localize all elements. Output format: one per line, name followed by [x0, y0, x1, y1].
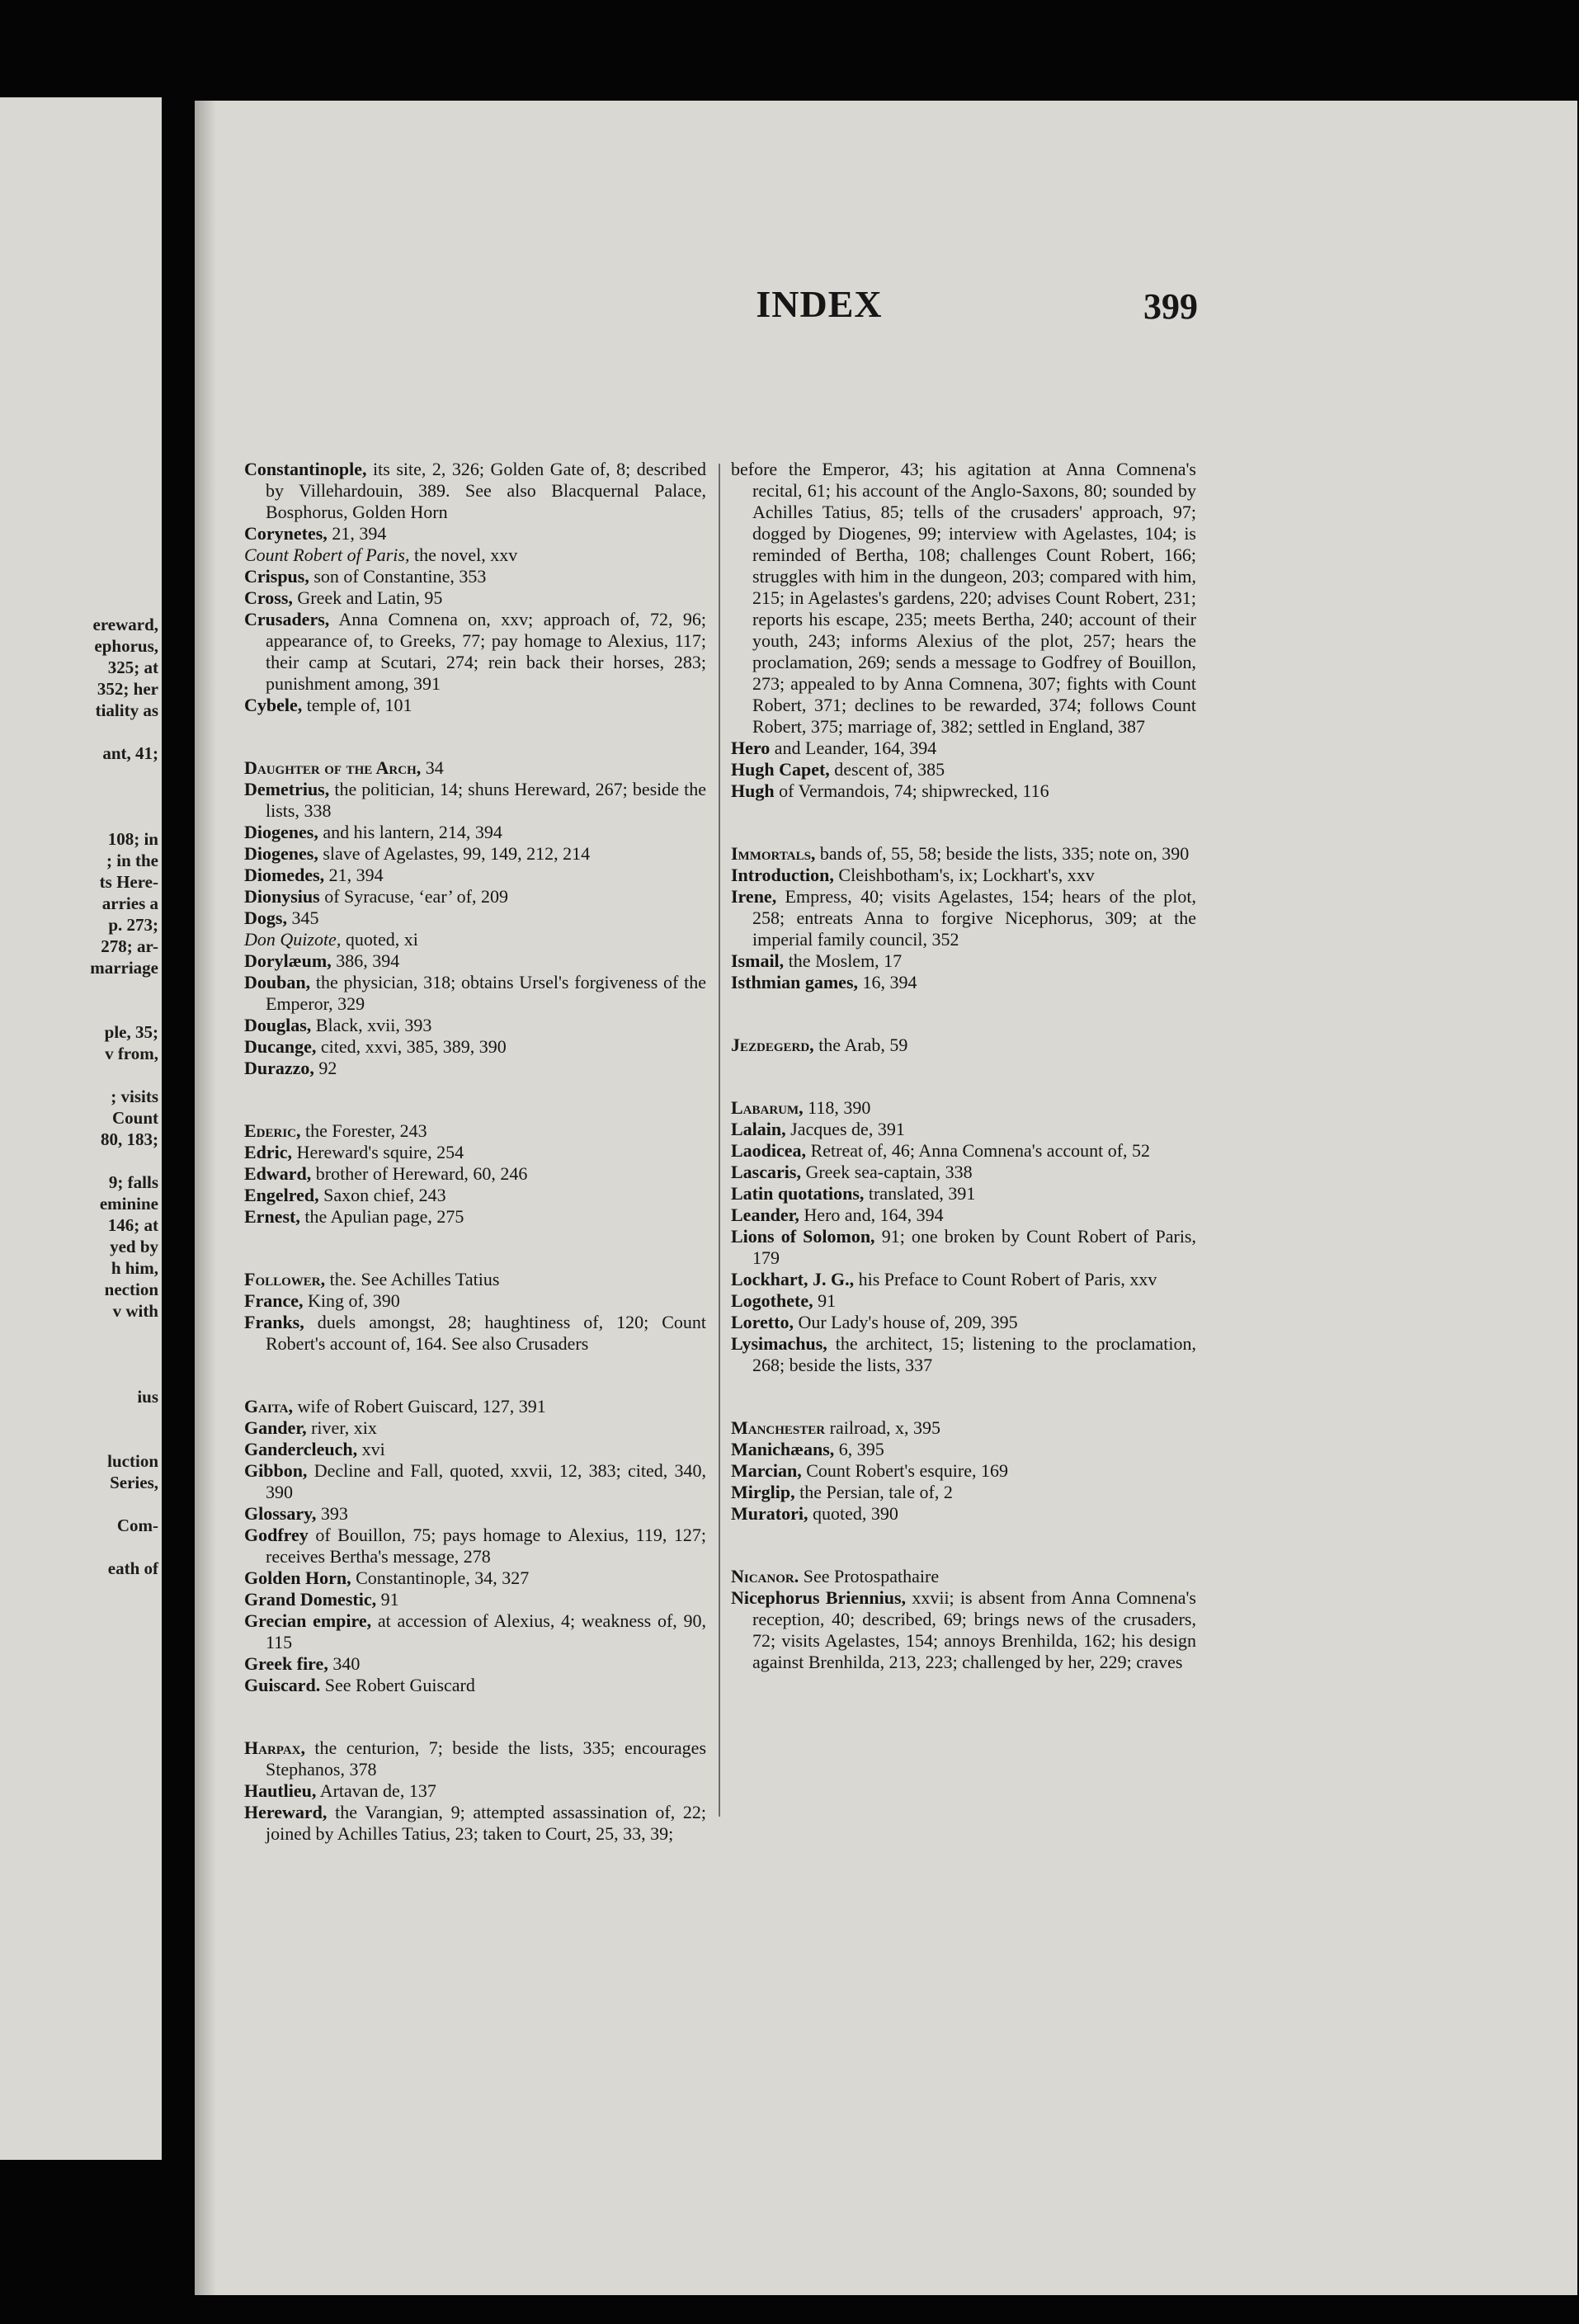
index-entry-heading: Logothete,: [731, 1290, 813, 1311]
previous-page-fragment: 80, 183;: [101, 1129, 158, 1149]
index-entry-heading: Durazzo,: [244, 1058, 314, 1078]
index-entry: [244, 1058, 706, 1079]
index-entry-heading: Gaita,: [244, 1396, 294, 1417]
index-entry-text: 21, 394: [328, 865, 384, 885]
previous-page-fragment: ephorus,: [94, 636, 158, 656]
index-entry-text: 16, 394: [862, 972, 917, 992]
index-entry-heading: Jezdegerd,: [731, 1035, 814, 1055]
previous-page-fragment: tiality as: [95, 700, 158, 720]
index-entry-heading: Ismail,: [731, 950, 785, 971]
index-entry-heading: Gander,: [244, 1417, 307, 1438]
index-entry: [244, 695, 706, 716]
index-entry-heading: Manichæans,: [731, 1439, 835, 1459]
index-entry: [244, 1610, 706, 1653]
index-entry-text: translated, 391: [868, 1183, 976, 1204]
index-entry-text: Jacques de, 391: [790, 1119, 905, 1139]
index-entry-text: the. See Achilles Tatius: [329, 1269, 500, 1289]
index-entry-text: Hero and, 164, 394: [804, 1204, 944, 1225]
index-entry: [244, 1269, 706, 1290]
index-entry-text: Constantinople, 34, 327: [356, 1567, 530, 1588]
index-entry-text: 386, 394: [336, 950, 400, 971]
index-entry-text: at accession of Alexius, 4; weakness of, 90, 115: [266, 1610, 706, 1652]
index-entry: [244, 1653, 706, 1675]
index-entry-heading: Count Robert of Paris,: [244, 544, 410, 565]
index-entry-heading: Diogenes,: [244, 822, 318, 842]
index-entry-text: 91: [380, 1589, 399, 1610]
index-entry-text: Saxon chief, 243: [323, 1185, 446, 1205]
index-entry: [731, 1503, 1196, 1525]
index-entry-text: quoted, xi: [345, 929, 418, 950]
index-entry: [731, 1290, 1196, 1312]
index-entry: [244, 1780, 706, 1802]
previous-page-fragment: ius: [137, 1387, 158, 1407]
index-column-left: [244, 459, 706, 1845]
index-entry: [731, 1566, 1196, 1587]
index-entry-heading: Hautlieu,: [244, 1780, 317, 1801]
index-entry-heading: Demetrius,: [244, 779, 330, 799]
previous-page-fragment: 352; her: [97, 679, 158, 699]
index-entry-text: quoted, 390: [812, 1503, 898, 1524]
index-entry: [244, 523, 706, 544]
index-entry-text: xvi: [361, 1439, 385, 1459]
index-entry: [731, 865, 1196, 886]
previous-page-fragment: p. 273;: [108, 915, 158, 935]
index-entry-text: his Preface to Count Robert of Paris, xxv: [858, 1269, 1157, 1289]
index-entry: [244, 929, 706, 950]
index-entry-heading: Cross,: [244, 587, 293, 608]
index-entry: [244, 1675, 706, 1696]
index-entry: [244, 1312, 706, 1355]
previous-page-fragment: v with: [112, 1301, 158, 1321]
index-entry: [244, 865, 706, 886]
index-entry-text: Cleishbotham's, ix; Lockhart's, xxv: [838, 865, 1095, 885]
previous-page-fragment: 108; in: [107, 829, 158, 849]
index-entry-heading: Nicanor.: [731, 1566, 799, 1586]
index-entry-heading: Edward,: [244, 1163, 312, 1184]
index-entry: [244, 1142, 706, 1163]
previous-page-fragment: yed by: [110, 1237, 158, 1256]
index-entry-heading: Golden Horn,: [244, 1567, 351, 1588]
index-entry: [731, 1035, 1196, 1056]
index-entry-text: the centurion, 7; beside the lists, 335; encourages Stephanos, 378: [266, 1737, 707, 1780]
index-entry-heading: Hugh: [731, 780, 775, 801]
index-entry-text: cited, xxvi, 385, 389, 390: [320, 1036, 507, 1057]
index-entry-text: temple of, 101: [306, 695, 412, 715]
index-entry: [244, 1417, 706, 1439]
index-entry-text: of Bouillon, 75; pays homage to Alexius, 119, 127; receives Bertha's message, 278: [266, 1525, 706, 1567]
index-entry-text: the Forester, 243: [305, 1120, 427, 1141]
page-number: 399: [1143, 286, 1198, 327]
index-entry-heading: Nicephorus Briennius,: [731, 1587, 907, 1608]
index-entry: [244, 1460, 706, 1503]
index-entry-text: the Varangian, 9; attempted assassination of, 22; joined by Achilles Tatius, 23; taken to Court, 25, 33, 39;: [266, 1802, 706, 1844]
previous-page-fragment: nection: [104, 1280, 158, 1299]
index-entry-heading: Lockhart, J. G.,: [731, 1269, 855, 1289]
index-entry-heading: Edric,: [244, 1142, 293, 1162]
previous-page-fragment: luction: [107, 1451, 158, 1471]
index-entry: [731, 1204, 1196, 1226]
index-entry-text: of Vermandois, 74; shipwrecked, 116: [779, 780, 1049, 801]
index-entry: [731, 1140, 1196, 1162]
index-entry: [244, 1589, 706, 1610]
index-entry: [244, 587, 706, 609]
index-entry: [731, 738, 1196, 759]
index-entry-text: 92: [318, 1058, 337, 1078]
column-divider: [719, 464, 720, 1817]
index-entry: [244, 843, 706, 865]
index-entry: [244, 544, 706, 566]
index-entry-heading: Labarum,: [731, 1097, 804, 1118]
index-entry-text: Black, xvii, 393: [315, 1015, 432, 1035]
index-entry-text: the Persian, tale of, 2: [799, 1482, 953, 1502]
previous-page-edge: [0, 97, 162, 2160]
index-entry-heading: Mirglip,: [731, 1482, 795, 1502]
index-entry: [731, 1097, 1196, 1119]
index-entry-text: and his lantern, 214, 394: [323, 822, 502, 842]
index-entry-heading: Harpax,: [244, 1737, 305, 1758]
index-entry-text: duels amongst, 28; haughtiness of, 120; Count Robert's account of, 164. See also Crusaders: [266, 1312, 707, 1354]
index-entry-heading: Douban,: [244, 972, 311, 992]
index-entry-heading: Constantinople,: [244, 459, 367, 479]
index-entry-heading: Immortals,: [731, 843, 816, 864]
index-entry-text: Decline and Fall, quoted, xxvii, 12, 383; cited, 340, 390: [266, 1460, 706, 1502]
index-entry: [244, 1120, 706, 1142]
index-entry: [731, 1269, 1196, 1290]
index-entry-text: descent of, 385: [834, 759, 945, 780]
index-entry-heading: Hereward,: [244, 1802, 328, 1822]
index-entry: [731, 1417, 1196, 1439]
index-entry: [731, 780, 1196, 802]
index-entry-text: 118, 390: [808, 1097, 871, 1118]
index-entry: [244, 972, 706, 1015]
index-entry-heading: Lysimachus,: [731, 1333, 827, 1354]
index-entry: [244, 1185, 706, 1206]
previous-page-fragment: arries a: [101, 893, 158, 913]
index-entry-heading: Ederic,: [244, 1120, 301, 1141]
index-entry: [244, 1802, 706, 1845]
index-entry: [731, 1587, 1196, 1673]
index-entry-heading: Glossary,: [244, 1503, 317, 1524]
index-entry: [244, 950, 706, 972]
previous-page-fragment: ; visits: [111, 1087, 158, 1106]
index-entry-text: Greek and Latin, 95: [297, 587, 443, 608]
index-page: [195, 101, 1577, 2295]
index-entry-text: slave of Agelastes, 99, 149, 212, 214: [323, 843, 591, 864]
index-entry-heading: Lascaris,: [731, 1162, 801, 1182]
index-entry-heading: Lalain,: [731, 1119, 786, 1139]
previous-page-fragment: v from,: [105, 1044, 158, 1063]
index-entry-heading: Godfrey: [244, 1525, 309, 1545]
index-entry: [731, 1226, 1196, 1269]
index-entry: [244, 1567, 706, 1589]
index-entry: [731, 950, 1196, 972]
index-entry-heading: Corynetes,: [244, 523, 328, 544]
index-entry-text: the Arab, 59: [818, 1035, 908, 1055]
index-entry: [244, 1206, 706, 1228]
index-entry-text: 6, 395: [838, 1439, 884, 1459]
index-entry-text: xxvii; is absent from Anna Comnena's reception, 40; described, 69; brings news of the crusaders, 72; visits Agelastes, 154; annoys Brenhilda, 162; his design against Brenhilda, 213, 223; challenged by her, 229; craves: [752, 1587, 1196, 1672]
index-entry: [731, 1460, 1196, 1482]
page-title: INDEX: [756, 283, 883, 325]
index-entry-text: Retreat of, 46; Anna Comnena's account of, 52: [810, 1140, 1151, 1161]
index-entry: [244, 1015, 706, 1036]
index-entry-text: See Protospathaire: [803, 1566, 940, 1586]
index-entry-text: the architect, 15; listening to the proclamation, 268; beside the lists, 337: [752, 1333, 1197, 1375]
previous-page-fragment: 278; ar-: [101, 936, 158, 956]
previous-page-fragment: h him,: [111, 1258, 158, 1278]
index-entry-heading: Grecian empire,: [244, 1610, 372, 1631]
index-entry: [731, 886, 1196, 950]
index-entry-text: See Robert Guiscard: [324, 1675, 475, 1695]
previous-page-fragment: 9; falls: [108, 1172, 158, 1192]
index-entry-heading: Franks,: [244, 1312, 304, 1332]
index-entry-heading: Loretto,: [731, 1312, 794, 1332]
previous-page-fragment: ereward,: [92, 615, 158, 634]
index-entry: [244, 907, 706, 929]
index-entry-text: the Apulian page, 275: [304, 1206, 464, 1227]
index-entry-text: the novel, xxv: [413, 544, 518, 565]
previous-page-fragment: ts Here-: [99, 872, 158, 892]
index-entry-heading: Greek fire,: [244, 1653, 328, 1674]
index-entry: [244, 566, 706, 587]
index-entry-heading: Crusaders,: [244, 609, 330, 629]
index-entry-heading: France,: [244, 1290, 304, 1311]
index-entry: [244, 1396, 706, 1417]
index-entry: [731, 843, 1196, 865]
index-entry-text: 21, 394: [332, 523, 387, 544]
previous-page-fragment: marriage: [90, 958, 158, 978]
index-entry: [244, 1737, 706, 1780]
index-entry-heading: Grand Domestic,: [244, 1589, 377, 1610]
index-entry-text: Anna Comnena on, xxv; approach of, 72, 96; appearance of, to Greeks, 77; pay homage to Alexius, 117; their camp at Scutari, 274; rein back their horses, 283; punishment among, 391: [266, 609, 706, 694]
index-entry-text: Hereward's squire, 254: [296, 1142, 464, 1162]
index-entry-text: brother of Hereward, 60, 246: [315, 1163, 528, 1184]
index-entry-heading: Latin quotations,: [731, 1183, 865, 1204]
index-entry-text: river, xix: [311, 1417, 377, 1438]
index-entry-heading: Gandercleuch,: [244, 1439, 358, 1459]
index-entry-text: wife of Robert Guiscard, 127, 391: [297, 1396, 546, 1417]
index-entry-text: 91: [818, 1290, 837, 1311]
index-entry-heading: Follower,: [244, 1269, 326, 1289]
index-entry: [244, 886, 706, 907]
index-entry-text: and Leander, 164, 394: [774, 738, 937, 758]
index-entry: [244, 757, 706, 779]
previous-page-fragment: 146; at: [107, 1215, 158, 1235]
index-entry: [244, 1163, 706, 1185]
index-entry-text: bands of, 55, 58; beside the lists, 335; note on, 390: [819, 843, 1190, 864]
index-entry-text: Count Robert's esquire, 169: [806, 1460, 1008, 1481]
index-entry-heading: Cybele,: [244, 695, 303, 715]
previous-page-fragment: 325; at: [107, 658, 158, 677]
index-entry-heading: Daughter of the Arch,: [244, 757, 422, 778]
index-entry-text: 393: [320, 1503, 348, 1524]
index-entry: [731, 1162, 1196, 1183]
index-entry-text: 34: [425, 757, 444, 778]
index-entry-text: Artavan de, 137: [319, 1780, 436, 1801]
index-entry-text: of Syracuse, ‘ear’ of, 209: [324, 886, 508, 907]
previous-page-fragment: Series,: [110, 1473, 158, 1492]
index-entry: [244, 1525, 706, 1567]
index-entry: [244, 1290, 706, 1312]
index-entry: [244, 609, 706, 695]
index-entry-text: its site, 2, 326; Golden Gate of, 8; described by Villehardouin, 389. See also Blacquernal Palace, Bosphorus, Golden Horn: [266, 459, 706, 522]
index-entry-heading: Hero: [731, 738, 771, 758]
previous-page-fragment: ; in the: [106, 851, 158, 870]
index-entry-heading: Don Quizote,: [244, 929, 342, 950]
index-entry: [731, 972, 1196, 993]
index-entry-heading: Dorylæum,: [244, 950, 332, 971]
index-entry-heading: Irene,: [731, 886, 777, 907]
index-entry-text: railroad, x, 395: [829, 1417, 941, 1438]
index-entry-text: son of Constantine, 353: [313, 566, 487, 587]
index-entry-heading: Diogenes,: [244, 843, 318, 864]
index-entry-heading: Guiscard.: [244, 1675, 321, 1695]
index-entry-heading: Muratori,: [731, 1503, 808, 1524]
previous-page-fragment: Com-: [116, 1516, 158, 1535]
index-entry-heading: Douglas,: [244, 1015, 312, 1035]
index-entry-heading: Ernest,: [244, 1206, 300, 1227]
index-entry-heading: Dogs,: [244, 907, 287, 928]
index-entry-heading: Marcian,: [731, 1460, 802, 1481]
index-entry: [731, 1312, 1196, 1333]
index-entry-heading: Introduction,: [731, 865, 834, 885]
index-entry: [244, 1439, 706, 1460]
index-entry-text: 345: [291, 907, 319, 928]
previous-page-fragment: eminine: [99, 1194, 158, 1214]
index-entry-heading: Crispus,: [244, 566, 309, 587]
previous-page-fragment: ple, 35;: [104, 1022, 158, 1042]
previous-page-fragment: eath of: [107, 1558, 158, 1578]
index-entry-heading: Leander,: [731, 1204, 799, 1225]
index-entry: [731, 1183, 1196, 1204]
index-column-right: [731, 459, 1196, 1673]
index-entry: [731, 1119, 1196, 1140]
index-entry-heading: Dionysius: [244, 886, 320, 907]
index-entry: [731, 1439, 1196, 1460]
index-entry: [244, 779, 706, 822]
index-entry-text: the Moslem, 17: [788, 950, 903, 971]
index-entry: [244, 1036, 706, 1058]
index-entry-heading: Engelred,: [244, 1185, 319, 1205]
index-entry-text: the physician, 318; obtains Ursel's forgiveness of the Emperor, 329: [266, 972, 707, 1014]
index-entry-heading: Hugh Capet,: [731, 759, 830, 780]
index-entry-text: before the Emperor, 43; his agitation at Anna Comnena's recital, 61; his account of the Anglo-Saxons, 80; sounded by Achilles Tatius, 85; tells of the crusaders' approach, 97; dogged by Diogenes, 99; interview with Agelastes, 104; is reminded of Bertha, 108; challenges Count Robert, 166; struggles with him in the dungeon, 203; compared with him, 215; in Agelastes's gardens, 220; advises Count Robert, 231; reports his escape, 235; meets Bertha, 240; account of their youth, 243; informs Alexius of the plot, 257; hears the proclamation, 269; sends a message to Godfrey of Bouillon, 273; appealed to by Anna Comnena, 307; fights with Count Robert, 371; declines to be rewarded, 374; follows Count Robert, 375; marriage of, 382; settled in England, 387: [731, 459, 1196, 737]
index-entry: [244, 459, 706, 523]
index-entry-heading: Ducange,: [244, 1036, 317, 1057]
index-entry-text: Our Lady's house of, 209, 395: [798, 1312, 1018, 1332]
index-entry: [731, 1482, 1196, 1503]
index-entry: [244, 822, 706, 843]
index-entry-heading: Isthmian games,: [731, 972, 859, 992]
index-entry-text: King of, 390: [307, 1290, 400, 1311]
previous-page-fragment: ant, 41;: [102, 743, 158, 763]
index-entry-text: the politician, 14; shuns Hereward, 267; beside the lists, 338: [266, 779, 706, 821]
index-entry-heading: Diomedes,: [244, 865, 325, 885]
index-entry-text: Empress, 40; visits Agelastes, 154; hears of the plot, 258; entreats Anna to forgive Nicephorus, 309; at the imperial family council, 352: [752, 886, 1197, 950]
index-entry-heading: Manchester: [731, 1417, 826, 1438]
index-entry: [244, 1503, 706, 1525]
index-entry-heading: Laodicea,: [731, 1140, 807, 1161]
index-entry: [731, 1333, 1196, 1376]
index-entry-heading: Lions of Solomon,: [731, 1226, 875, 1247]
index-entry-text: 91; one broken by Count Robert of Paris, 179: [752, 1226, 1196, 1268]
index-entry: [731, 459, 1196, 738]
index-entry-heading: Gibbon,: [244, 1460, 308, 1481]
index-entry-text: Greek sea-captain, 338: [805, 1162, 973, 1182]
previous-page-fragment: Count: [111, 1108, 158, 1128]
index-entry-text: 340: [332, 1653, 361, 1674]
index-entry: [731, 759, 1196, 780]
